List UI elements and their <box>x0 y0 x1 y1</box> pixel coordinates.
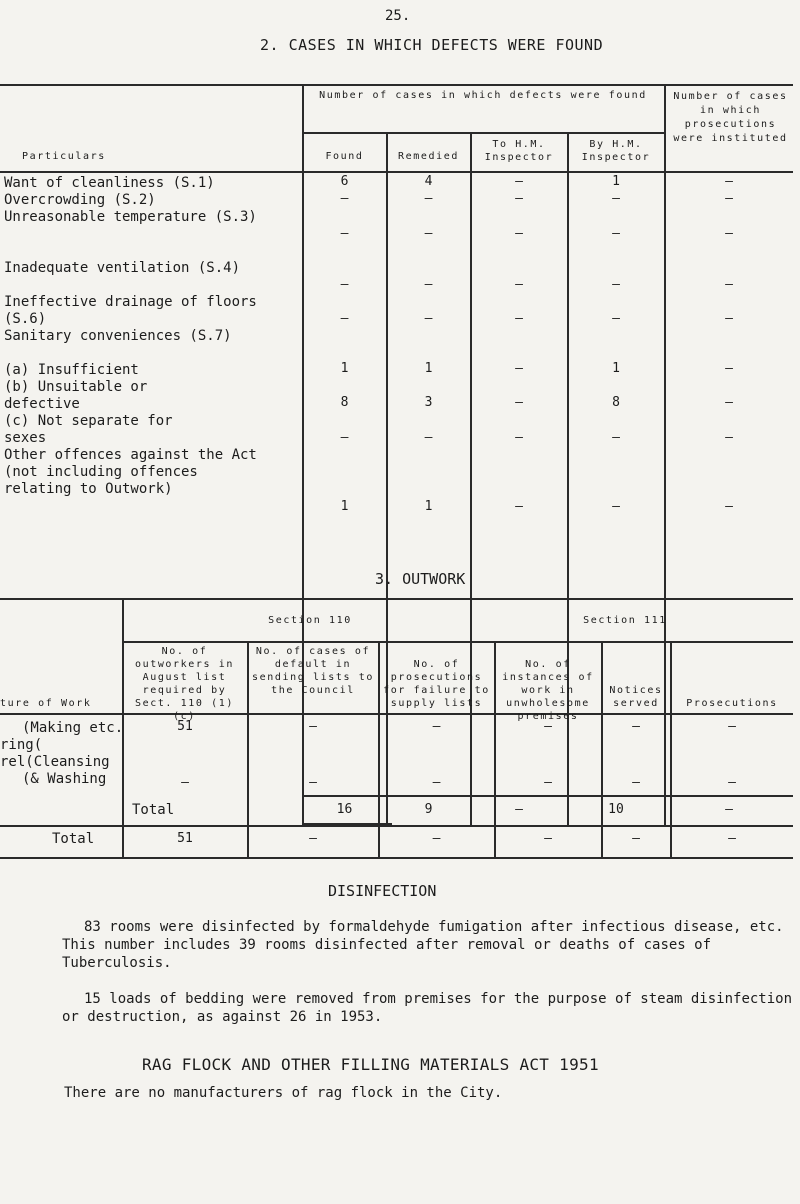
section-2-title: 2. CASES IN WHICH DEFECTS WERE FOUND <box>260 36 604 54</box>
cell: – <box>612 430 620 445</box>
cell: – <box>424 226 433 241</box>
section-3-title: 3. OUTWORK <box>375 570 466 588</box>
header-referred-to: To H.M. Inspector <box>484 139 554 163</box>
row-label-temperature <box>4 209 294 226</box>
header-defects-found: Number of cases in which defects were found <box>319 90 647 101</box>
row-label-temperature-text: Unreasonable temperature (S.3) <box>4 209 257 225</box>
cell-total: – <box>432 831 441 846</box>
rule <box>601 641 603 857</box>
cell-total-remedied: 9 <box>424 802 433 817</box>
cell: – <box>612 191 620 206</box>
row-label-overcrowding: Overcrowding (S.2) <box>4 192 156 208</box>
outwork-label-line-2: ring( <box>0 737 43 753</box>
cell: – <box>612 277 620 292</box>
cell: 1 <box>424 361 433 376</box>
cell: 1 <box>612 174 620 189</box>
row-label-total: Total <box>132 802 175 818</box>
disinfection-paragraph-1: 83 rooms were disinfected by formaldehyde fumigation after infectious disease, etc. This number includes 39 rooms disinfected after removal or deaths of cases of Tuberculosis. <box>62 919 784 971</box>
header-prosecutions: Prosecutions <box>686 698 778 709</box>
cell: – <box>725 499 733 514</box>
cell: 8 <box>612 395 620 410</box>
rule <box>0 713 793 715</box>
header-found: Found <box>325 151 364 162</box>
cell: – <box>725 277 733 292</box>
cell: – <box>309 719 317 734</box>
cell-total-found: 16 <box>336 802 353 817</box>
cell: – <box>612 311 620 326</box>
outwork-label-line-3: rel(Cleansing <box>0 754 110 770</box>
cell: 4 <box>424 174 433 189</box>
cell: 3 <box>424 395 433 410</box>
cell-total: – <box>544 831 552 846</box>
cell-total: 51 <box>177 831 193 846</box>
cell: – <box>340 277 349 292</box>
cell: – <box>725 226 733 241</box>
disinfection-title: DISINFECTION <box>328 882 437 900</box>
cell: – <box>340 430 349 445</box>
header-unwholesome: No. of instances of work in unwholesome premises <box>502 659 594 722</box>
cell: – <box>515 430 523 445</box>
row-label-unsuitable: (b) Unsuitable or defective <box>4 379 148 412</box>
cell: – <box>632 775 640 790</box>
cell: – <box>340 226 349 241</box>
rule <box>0 825 793 827</box>
rule <box>0 171 793 173</box>
cell-total: – <box>728 831 736 846</box>
rule <box>302 132 664 134</box>
cell: – <box>424 191 433 206</box>
cell-total: – <box>309 831 317 846</box>
cell: – <box>544 719 552 734</box>
header-nature-of-work: ture of Work <box>0 698 92 709</box>
cell: – <box>340 191 349 206</box>
cell: – <box>728 775 736 790</box>
header-notices: Notices served <box>609 685 663 709</box>
cell: 6 <box>340 174 349 189</box>
rule <box>0 598 793 600</box>
cell: – <box>181 775 189 790</box>
row-label-ventilation: Inadequate ventilation (S.4) <box>4 260 241 276</box>
cell: 1 <box>424 499 433 514</box>
cell-total-pros: – <box>725 802 733 817</box>
header-referred-by: By H.M. Inspector <box>581 139 651 163</box>
row-label-cleanliness: Want of cleanliness (S.1) <box>4 175 215 191</box>
rule <box>302 795 793 797</box>
outwork-label-total: Total <box>52 831 95 847</box>
cell: 1 <box>612 361 620 376</box>
header-prosecutions-failure: No. of prosecutions for failure to supply lists <box>383 659 490 709</box>
header-remedied: Remedied <box>398 151 459 162</box>
header-section-111: Section 111 <box>583 615 667 626</box>
cell: – <box>725 191 733 206</box>
row-label-insufficient: (a) Insufficient <box>4 362 139 378</box>
row-label-other-offences: Other offences against the Act (not including offences relating to Outwork) <box>4 447 257 497</box>
page-number: 25. <box>385 8 411 24</box>
cell: – <box>424 277 433 292</box>
outwork-label-line-4: (& Washing <box>22 771 107 787</box>
cell: – <box>612 499 620 514</box>
cell: – <box>544 775 552 790</box>
rule <box>0 857 793 859</box>
row-label-drainage: Ineffective drainage of floors (S.6) <box>4 294 257 327</box>
cell: – <box>432 719 441 734</box>
cell: – <box>515 361 523 376</box>
rule <box>0 84 793 86</box>
cell: – <box>515 499 523 514</box>
cell-total-by: 10 <box>608 802 624 817</box>
rag-flock-title: RAG FLOCK AND OTHER FILLING MATERIALS ACT 1951 <box>142 1055 599 1074</box>
cell: 1 <box>340 361 349 376</box>
header-particulars: Particulars <box>22 151 106 162</box>
cell: – <box>424 311 433 326</box>
header-section-110: Section 110 <box>268 615 352 626</box>
cell: – <box>632 719 640 734</box>
header-default: No. of cases of default in sending lists to the Council <box>252 646 374 696</box>
disinfection-paragraph-2: 15 loads of bedding were removed from premises for the purpose of steam disinfection or destruction, as against 26 in 1953. <box>62 991 793 1025</box>
row-label-sanitary: Sanitary conveniences (S.7) <box>4 328 232 344</box>
outwork-label-line-1: (Making etc. <box>22 720 124 736</box>
rule <box>670 641 672 857</box>
cell: – <box>725 430 733 445</box>
cell-total-to: – <box>515 802 523 817</box>
cell: 1 <box>340 499 349 514</box>
cell: – <box>340 311 349 326</box>
cell: – <box>515 226 523 241</box>
cell: 51 <box>177 719 193 734</box>
cell: – <box>309 775 317 790</box>
cell: – <box>612 226 620 241</box>
cell: – <box>515 174 523 189</box>
cell: – <box>725 311 733 326</box>
header-prosecutions: Number of cases in which prosecutions were instituted <box>673 91 788 144</box>
rule <box>122 641 793 643</box>
cell: – <box>432 775 441 790</box>
cell-total: – <box>632 831 640 846</box>
cell: – <box>424 430 433 445</box>
cell: – <box>515 395 523 410</box>
rag-flock-text: There are no manufacturers of rag flock in the City. <box>64 1085 503 1101</box>
header-outworkers: No. of outworkers in August list required by Sect. 110 (1) (c) <box>134 646 235 722</box>
cell: – <box>515 277 523 292</box>
cell: 8 <box>340 395 349 410</box>
cell: – <box>725 395 733 410</box>
cell: – <box>725 174 733 189</box>
cell: – <box>515 191 523 206</box>
cell: – <box>725 361 733 376</box>
cell: – <box>515 311 523 326</box>
row-label-not-separate: (c) Not separate for sexes <box>4 413 173 446</box>
cell: – <box>728 719 736 734</box>
